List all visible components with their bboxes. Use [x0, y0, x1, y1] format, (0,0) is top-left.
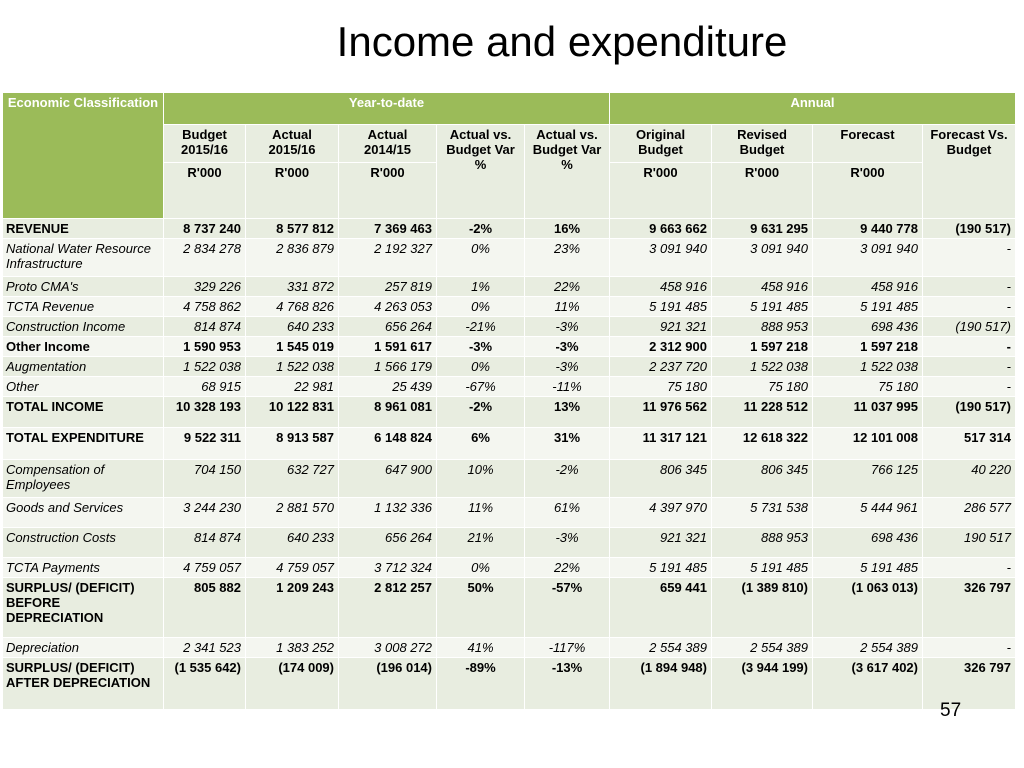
row-value: 329 226: [164, 277, 246, 297]
row-value: -2%: [437, 397, 525, 428]
row-value: 1 591 617: [339, 337, 437, 357]
table-row: [3, 498, 1016, 528]
col-budget-2015-16: Budget 2015/16: [164, 125, 246, 163]
row-value: 458 916: [813, 277, 923, 297]
row-label: Compensation of Employees: [3, 460, 164, 498]
row-value: 9 663 662: [610, 219, 712, 239]
row-value: 75 180: [610, 377, 712, 397]
row-value: 5 191 485: [813, 558, 923, 578]
row-value: 888 953: [712, 317, 813, 337]
row-value: 2 237 720: [610, 357, 712, 377]
row-value: 2 834 278: [164, 239, 246, 277]
row-value: 1 522 038: [813, 357, 923, 377]
row-value: -: [923, 377, 1016, 397]
row-value: 286 577: [923, 498, 1016, 528]
row-value: 921 321: [610, 528, 712, 558]
col-actual-vs-budget-var-1: Actual vs. Budget Var %: [437, 125, 525, 219]
table-row: [3, 357, 1016, 377]
row-value: 1 383 252: [246, 638, 339, 658]
row-value: 766 125: [813, 460, 923, 498]
row-value: 659 441: [610, 578, 712, 638]
row-value: -: [923, 297, 1016, 317]
row-value: 257 819: [339, 277, 437, 297]
row-value: 10%: [437, 460, 525, 498]
row-value: 13%: [525, 397, 610, 428]
row-value: 3 008 272: [339, 638, 437, 658]
row-value: 2 881 570: [246, 498, 339, 528]
col-revised-budget: Revised Budget: [712, 125, 813, 163]
row-label: TOTAL INCOME: [3, 397, 164, 428]
row-value: 1 566 179: [339, 357, 437, 377]
row-value: 68 915: [164, 377, 246, 397]
row-value: 3 244 230: [164, 498, 246, 528]
row-value: 326 797: [923, 578, 1016, 638]
table-row: [3, 219, 1016, 239]
row-value: 2 312 900: [610, 337, 712, 357]
row-value: 50%: [437, 578, 525, 638]
row-value: 5 444 961: [813, 498, 923, 528]
row-value: 12 101 008: [813, 428, 923, 460]
income-expenditure-table: [2, 92, 1016, 710]
table-row: [3, 528, 1016, 558]
row-value: 10 328 193: [164, 397, 246, 428]
table-row: [3, 658, 1016, 710]
row-value: 1 522 038: [164, 357, 246, 377]
row-label: National Water Resource Infrastructure: [3, 239, 164, 277]
row-label: REVENUE: [3, 219, 164, 239]
row-value: 10 122 831: [246, 397, 339, 428]
row-value: 12 618 322: [712, 428, 813, 460]
row-value: 656 264: [339, 528, 437, 558]
row-value: 517 314: [923, 428, 1016, 460]
row-label: Other Income: [3, 337, 164, 357]
row-value: 0%: [437, 357, 525, 377]
row-label: TCTA Payments: [3, 558, 164, 578]
row-value: (1 063 013): [813, 578, 923, 638]
table-row: [3, 337, 1016, 357]
table-row: [3, 578, 1016, 638]
row-value: -2%: [437, 219, 525, 239]
row-value: 0%: [437, 558, 525, 578]
row-value: 40 220: [923, 460, 1016, 498]
row-value: 8 737 240: [164, 219, 246, 239]
row-value: 61%: [525, 498, 610, 528]
row-value: 11%: [437, 498, 525, 528]
table-row: [3, 397, 1016, 428]
table-row: [3, 377, 1016, 397]
row-value: 5 191 485: [813, 297, 923, 317]
row-value: 22 981: [246, 377, 339, 397]
header-year-to-date: Year-to-date: [164, 93, 610, 125]
row-value: -3%: [525, 317, 610, 337]
row-value: 9 522 311: [164, 428, 246, 460]
row-value: 806 345: [712, 460, 813, 498]
row-value: 806 345: [610, 460, 712, 498]
row-value: 16%: [525, 219, 610, 239]
row-value: 3 712 324: [339, 558, 437, 578]
table-row: [3, 638, 1016, 658]
row-value: 2 836 879: [246, 239, 339, 277]
row-value: 458 916: [610, 277, 712, 297]
row-value: -: [923, 357, 1016, 377]
row-value: 1 209 243: [246, 578, 339, 638]
row-label: TCTA Revenue: [3, 297, 164, 317]
row-label: TOTAL EXPENDITURE: [3, 428, 164, 460]
row-value: 1 597 218: [813, 337, 923, 357]
row-value: 21%: [437, 528, 525, 558]
table-row: [3, 277, 1016, 297]
header-classification: Economic Classification: [3, 93, 164, 219]
row-value: 640 233: [246, 317, 339, 337]
row-value: -2%: [525, 460, 610, 498]
row-value: 25 439: [339, 377, 437, 397]
row-value: (1 535 642): [164, 658, 246, 710]
row-value: 704 150: [164, 460, 246, 498]
col-forecast-vs-budget: Forecast Vs. Budget: [923, 125, 1016, 219]
row-value: 2 812 257: [339, 578, 437, 638]
row-value: 2 341 523: [164, 638, 246, 658]
row-value: 1 522 038: [712, 357, 813, 377]
row-value: 7 369 463: [339, 219, 437, 239]
unit-original-budget: R'000: [610, 163, 712, 219]
row-value: 190 517: [923, 528, 1016, 558]
row-value: -: [923, 638, 1016, 658]
row-value: 1 132 336: [339, 498, 437, 528]
row-value: 921 321: [610, 317, 712, 337]
row-value: 632 727: [246, 460, 339, 498]
row-label: Construction Income: [3, 317, 164, 337]
unit-forecast: R'000: [813, 163, 923, 219]
row-label: Construction Costs: [3, 528, 164, 558]
row-label: Other: [3, 377, 164, 397]
row-value: 4 768 826: [246, 297, 339, 317]
row-value: 2 554 389: [813, 638, 923, 658]
unit-actual-2014-15: R'000: [339, 163, 437, 219]
col-original-budget: Original Budget: [610, 125, 712, 163]
row-value: -: [923, 239, 1016, 277]
page-title: Income and expenditure: [336, 18, 788, 65]
row-value: 9 440 778: [813, 219, 923, 239]
row-value: 8 577 812: [246, 219, 339, 239]
row-value: 5 191 485: [712, 558, 813, 578]
row-value: 458 916: [712, 277, 813, 297]
row-value: 640 233: [246, 528, 339, 558]
row-value: 9 631 295: [712, 219, 813, 239]
row-value: -67%: [437, 377, 525, 397]
row-value: 22%: [525, 277, 610, 297]
row-value: 5 191 485: [610, 558, 712, 578]
row-value: 4 759 057: [164, 558, 246, 578]
row-value: (3 944 199): [712, 658, 813, 710]
col-actual-2014-15: Actual 2014/15: [339, 125, 437, 163]
row-value: 2 192 327: [339, 239, 437, 277]
row-value: 3 091 940: [610, 239, 712, 277]
row-value: -3%: [437, 337, 525, 357]
row-value: -57%: [525, 578, 610, 638]
row-value: -3%: [525, 528, 610, 558]
row-value: (190 517): [923, 397, 1016, 428]
row-value: 1 590 953: [164, 337, 246, 357]
row-value: 698 436: [813, 317, 923, 337]
unit-budget-2015-16: R'000: [164, 163, 246, 219]
row-value: 805 882: [164, 578, 246, 638]
row-value: 888 953: [712, 528, 813, 558]
row-value: -11%: [525, 377, 610, 397]
row-value: -3%: [525, 337, 610, 357]
row-label: Proto CMA's: [3, 277, 164, 297]
table-row: [3, 428, 1016, 460]
row-value: 814 874: [164, 317, 246, 337]
row-value: 4 759 057: [246, 558, 339, 578]
row-value: 3 091 940: [813, 239, 923, 277]
row-value: 31%: [525, 428, 610, 460]
row-value: -21%: [437, 317, 525, 337]
row-value: -: [923, 277, 1016, 297]
row-value: -13%: [525, 658, 610, 710]
row-value: -3%: [525, 357, 610, 377]
row-value: 698 436: [813, 528, 923, 558]
row-value: 656 264: [339, 317, 437, 337]
row-value: 11%: [525, 297, 610, 317]
row-value: 814 874: [164, 528, 246, 558]
row-value: 23%: [525, 239, 610, 277]
row-value: 4 263 053: [339, 297, 437, 317]
row-value: 0%: [437, 239, 525, 277]
row-value: 1 545 019: [246, 337, 339, 357]
row-value: 331 872: [246, 277, 339, 297]
unit-revised-budget: R'000: [712, 163, 813, 219]
row-value: (190 517): [923, 317, 1016, 337]
row-value: 1 522 038: [246, 357, 339, 377]
row-value: (1 389 810): [712, 578, 813, 638]
row-value: (3 617 402): [813, 658, 923, 710]
row-value: 41%: [437, 638, 525, 658]
row-value: 11 976 562: [610, 397, 712, 428]
table-row: [3, 239, 1016, 277]
row-value: 11 317 121: [610, 428, 712, 460]
row-label: Augmentation: [3, 357, 164, 377]
table-row: [3, 558, 1016, 578]
header-annual: Annual: [610, 93, 1016, 125]
row-value: (190 517): [923, 219, 1016, 239]
row-value: 4 397 970: [610, 498, 712, 528]
row-value: 5 731 538: [712, 498, 813, 528]
row-value: 2 554 389: [610, 638, 712, 658]
col-actual-vs-budget-var-2: Actual vs. Budget Var %: [525, 125, 610, 219]
row-value: 8 961 081: [339, 397, 437, 428]
row-value: -117%: [525, 638, 610, 658]
row-value: -: [923, 558, 1016, 578]
row-value: 5 191 485: [610, 297, 712, 317]
row-value: 1 597 218: [712, 337, 813, 357]
row-label: SURPLUS/ (DEFICIT) BEFORE DEPRECIATION: [3, 578, 164, 638]
row-value: 11 228 512: [712, 397, 813, 428]
col-actual-2015-16: Actual 2015/16: [246, 125, 339, 163]
row-value: 3 091 940: [712, 239, 813, 277]
row-value: 6 148 824: [339, 428, 437, 460]
row-value: 4 758 862: [164, 297, 246, 317]
row-value: 6%: [437, 428, 525, 460]
unit-actual-2015-16: R'000: [246, 163, 339, 219]
row-value: 2 554 389: [712, 638, 813, 658]
row-value: 22%: [525, 558, 610, 578]
page-number: 57: [940, 700, 962, 721]
row-value: 11 037 995: [813, 397, 923, 428]
row-value: 0%: [437, 297, 525, 317]
table-row: [3, 297, 1016, 317]
row-value: 326 797: [923, 658, 1016, 710]
table-row: [3, 317, 1016, 337]
row-value: (196 014): [339, 658, 437, 710]
row-value: 1%: [437, 277, 525, 297]
row-label: Depreciation: [3, 638, 164, 658]
row-value: 5 191 485: [712, 297, 813, 317]
row-label: SURPLUS/ (DEFICIT) AFTER DEPRECIATION: [3, 658, 164, 710]
row-value: 75 180: [712, 377, 813, 397]
row-label: Goods and Services: [3, 498, 164, 528]
row-value: 75 180: [813, 377, 923, 397]
row-value: (174 009): [246, 658, 339, 710]
row-value: (1 894 948): [610, 658, 712, 710]
table-row: [3, 460, 1016, 498]
row-value: -89%: [437, 658, 525, 710]
col-forecast: Forecast: [813, 125, 923, 163]
row-value: 647 900: [339, 460, 437, 498]
row-value: -: [923, 337, 1016, 357]
row-value: 8 913 587: [246, 428, 339, 460]
